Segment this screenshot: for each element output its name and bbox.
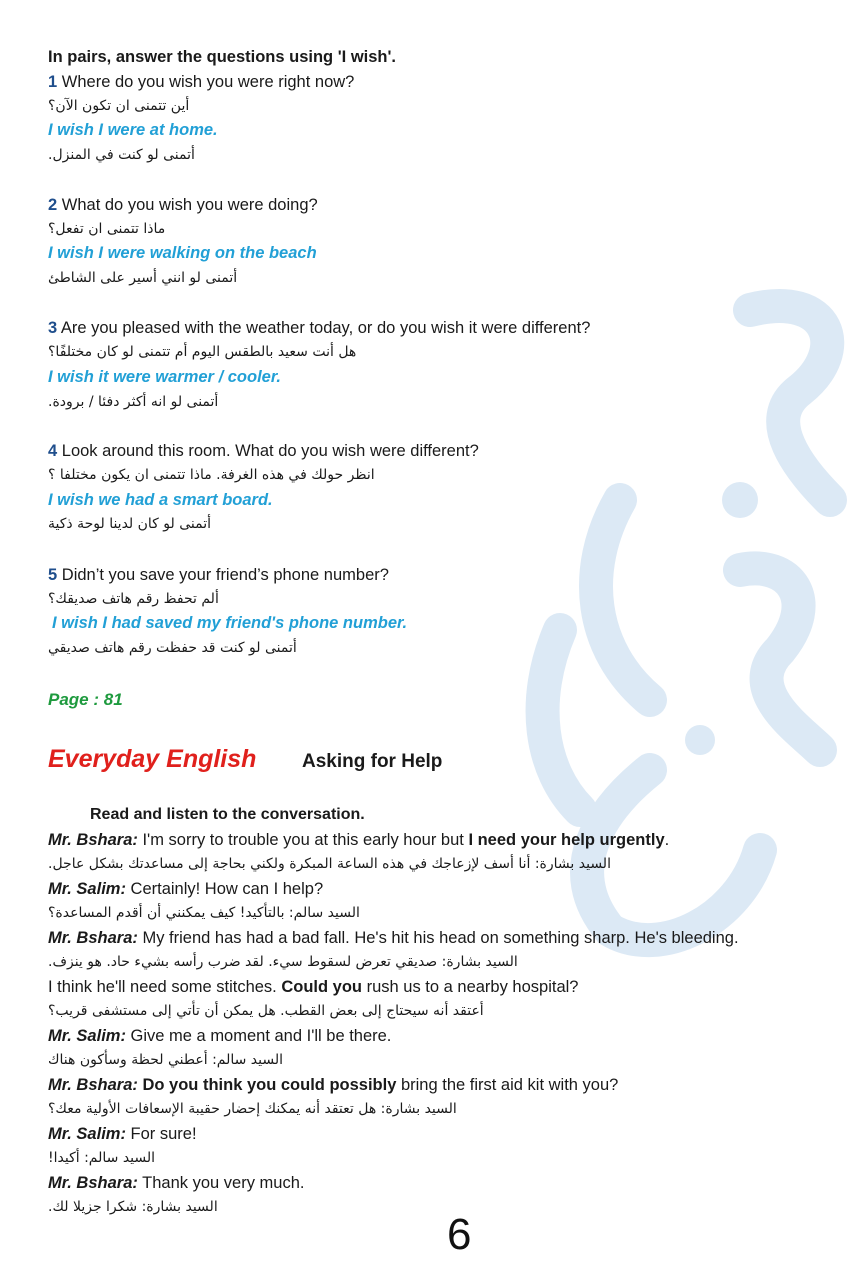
question-1-arabic: أين تتمنى ان تكون الآن؟ <box>48 98 190 114</box>
section-subheading: Asking for Help <box>302 751 443 772</box>
answer-3: I wish it were warmer / cooler. <box>48 368 281 386</box>
dialogue-line-3: Mr. Bshara: My friend has had a bad fall. He's hit his head on something sharp. He's bleeding. <box>48 929 739 947</box>
question-3: 3 Are you pleased with the weather today, or do you wish it were different? <box>48 319 591 337</box>
dialogue-line-3-arabic: السيد بشارة: صديقي تعرض لسقوط سيء. لقد ضرب رأسه بشيء حاد. هو ينزف. <box>48 954 518 970</box>
exercise-title: In pairs, answer the questions using 'I wish'. <box>48 48 396 66</box>
page-number: 6 <box>447 1210 472 1259</box>
dialogue-line-7-arabic: السيد سالم: أكيدا! <box>48 1150 156 1166</box>
question-4: 4 Look around this room. What do you wish were different? <box>48 442 479 460</box>
section-heading: Everyday English <box>48 745 257 773</box>
dialogue-line-6: Mr. Bshara: Do you think you could possibly bring the first aid kit with you? <box>48 1076 619 1094</box>
answer-2: I wish I were walking on the beach <box>48 244 317 262</box>
dialogue-line-5: Mr. Salim: Give me a moment and I'll be there. <box>48 1027 392 1045</box>
dialogue-line-1-arabic: السيد بشارة: أنا أسف لإزعاجك في هذه الساعة المبكرة ولكني بحاجة إلى مساعدتك بشكل عاجل. <box>48 856 611 872</box>
answer-4: I wish we had a smart board. <box>48 491 273 509</box>
page-reference: Page : 81 <box>48 690 123 709</box>
dialogue-instruction: Read and listen to the conversation. <box>90 806 365 823</box>
question-4-arabic: انظر حولك في هذه الغرفة. ماذا تتمنى ان يكون مختلفا ؟ <box>48 467 375 483</box>
answer-5-arabic: أتمنى لو كنت قد حفظت رقم هاتف صديقي <box>48 640 297 656</box>
answer-1: I wish I were at home. <box>48 121 218 139</box>
answer-3-arabic: أتمنى لو انه أكثر دفئا / برودة. <box>48 394 219 410</box>
question-3-arabic: هل أنت سعيد بالطقس اليوم أم تتمنى لو كان مختلفًا؟ <box>48 344 357 360</box>
question-2-arabic: ماذا تتمنى ان تفعل؟ <box>48 221 166 237</box>
question-5: 5 Didn’t you save your friend’s phone number? <box>48 566 389 584</box>
answer-1-arabic: أتمنى لو كنت في المنزل. <box>48 147 195 163</box>
dialogue-line-8-arabic: السيد بشارة: شكرا جزيلا لك. <box>48 1199 218 1215</box>
question-5-arabic: ألم تحفظ رقم هاتف صديقك؟ <box>48 591 219 607</box>
dialogue-line-5-arabic: السيد سالم: أعطني لحظة وسأكون هناك <box>48 1052 284 1068</box>
dialogue-line-1: Mr. Bshara: I'm sorry to trouble you at this early hour but I need your help urgently. <box>48 831 670 849</box>
dialogue-line-2: Mr. Salim: Certainly! How can I help? <box>48 880 324 898</box>
answer-5: I wish I had saved my friend's phone number. <box>52 614 408 632</box>
dialogue-line-4-arabic: أعتقد أنه سيحتاج إلى بعض القطب. هل يمكن أن تأتي إلى مستشفى قريب؟ <box>48 1003 484 1019</box>
dialogue-line-8: Mr. Bshara: Thank you very much. <box>48 1174 305 1192</box>
dialogue-line-2-arabic: السيد سالم: بالتأكيد! كيف يمكنني أن أقدم المساعدة؟ <box>48 905 360 921</box>
question-1: 1 Where do you wish you were right now? <box>48 73 355 91</box>
answer-4-arabic: أتمنى لو كان لدينا لوحة ذكية <box>48 516 212 532</box>
dialogue-line-6-arabic: السيد بشارة: هل تعتقد أنه يمكنك إحضار حقيبة الإسعافات الأولية معك؟ <box>48 1101 457 1117</box>
question-2: 2 What do you wish you were doing? <box>48 196 318 214</box>
answer-2-arabic: أتمنى لو انني أسير على الشاطئ <box>48 270 238 286</box>
dialogue-line-7: Mr. Salim: For sure! <box>48 1125 197 1143</box>
dialogue-line-4: I think he'll need some stitches. Could you rush us to a nearby hospital? <box>48 978 579 996</box>
